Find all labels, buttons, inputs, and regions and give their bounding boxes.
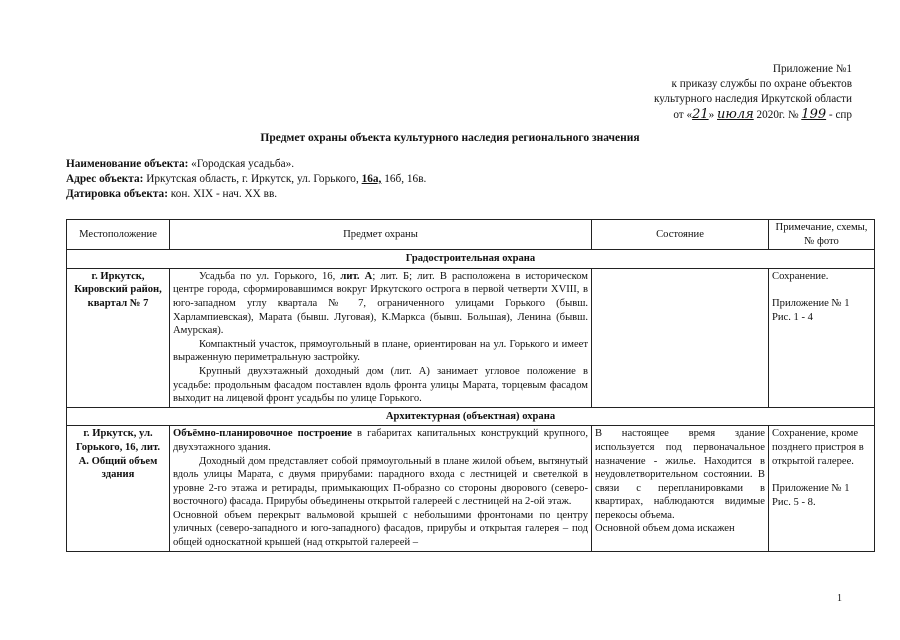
annex-line-3: культурного наследия Иркутской области (654, 93, 852, 105)
table-row (67, 268, 875, 407)
header-subject: Предмет охраны (170, 220, 592, 250)
table-row (67, 426, 875, 551)
object-address: Адрес объекта: Иркутская область, г. Иркутск, ул. Горького, 16а, 16б, 16в. (66, 172, 427, 185)
row1-note: Сохранение. Приложение № 1 Рис. 1 - 4 (769, 268, 875, 407)
row2-state: В настоящее время здание используется под первоначальное назначение - жилье. Находится в неудовлетворительном состоянии. В связи с перепланировками в квартирах, наблюдаются видимые перекосы объема. Основной объем дома искажен (592, 426, 769, 551)
header-location: Местоположение (67, 220, 170, 250)
row1-location: г. Иркутск, Кировский район, квартал № 7 (67, 268, 170, 407)
annex-line-1: Приложение №1 (772, 63, 852, 75)
header-note: Примечание, схемы, № фото (769, 220, 875, 250)
row2-subject: Объёмно-планировочное построение в габаритах капитальных конструкций крупного, двухэтажного здания. Доходный дом представляет собой прямоугольный в плане жилой объем, вытянутый вдоль улицы Марата, с двумя прирубами: парадного входа с лестницей и светелкой в уровне 2-го этажа и ретирады, примыкающих П-образно со стороны дворового (северо-восточного) фасада. Прирубы объединены открытой галереей с лестницей на 2-ой этаж. Основной объем перекрыт вальмовой крышей с небольшими фронтонами по центру уличных (северо-западного и юго-западного) фасадов, прирубы и открытая галерея – под общей односкатной крышей (над открытой галереей – (170, 426, 592, 551)
row2-note: Сохранение, кроме позднего пристроя в открытой галерее. Приложение № 1 Рис. 5 - 8. (769, 426, 875, 551)
document-title: Предмет охраны объекта культурного наследия регионального значения (260, 132, 640, 144)
protection-table (66, 219, 875, 552)
section-urban-title: Градостроительная охрана (67, 250, 875, 269)
handwritten-day: 21 (692, 107, 709, 122)
row1-subject: Усадьба по ул. Горького, 16, лит. А; лит. Б; лит. В расположена в историческом центре города, сформировавшимся вокруг Иркутского острога в первой четверти XVIII, в юго-западном углу квартала № 7, ограниченного улицами Горького (бывш. Харлампиевская), Марата (бывш. Луговая), К.Маркса (бывш. Большая), Ленина (бывш. Амурская). Компактный участок, прямоугольный в плане, ориентирован на ул. Горького и имеет выраженную периметральную застройку. Крупный двухэтажный доходный дом (лит. А) занимает угловое положение в усадьбе: продольным фасадом поставлен вдоль фронта улицы Марата, торцевым фасадом выходит на лицевой фронт усадьбы по улице Горького. (170, 268, 592, 407)
annex-line-2: к приказу службы по охране объектов (671, 78, 852, 90)
handwritten-month: июля (717, 107, 754, 122)
object-dating: Датировка объекта: кон. XIX - нач. XX вв. (66, 187, 278, 200)
row2-location: г. Иркутск, ул. Горького, 16, лит. А. Общий объем здания (67, 426, 170, 551)
object-name: Наименование объекта: «Городская усадьба». (66, 158, 295, 170)
section-row-architectural (67, 407, 875, 426)
object-info (66, 157, 426, 201)
annex-header (552, 62, 852, 123)
section-row-urban (67, 250, 875, 269)
page-number: 1 (837, 593, 842, 604)
annex-date-line: от «21» июля 2020г. № 199 - спр (673, 107, 852, 122)
section-architectural-title: Архитектурная (объектная) охрана (67, 407, 875, 426)
row1-state (592, 268, 769, 407)
table-header-row (67, 220, 875, 250)
handwritten-number: 199 (801, 107, 827, 122)
header-state: Состояние (592, 220, 769, 250)
